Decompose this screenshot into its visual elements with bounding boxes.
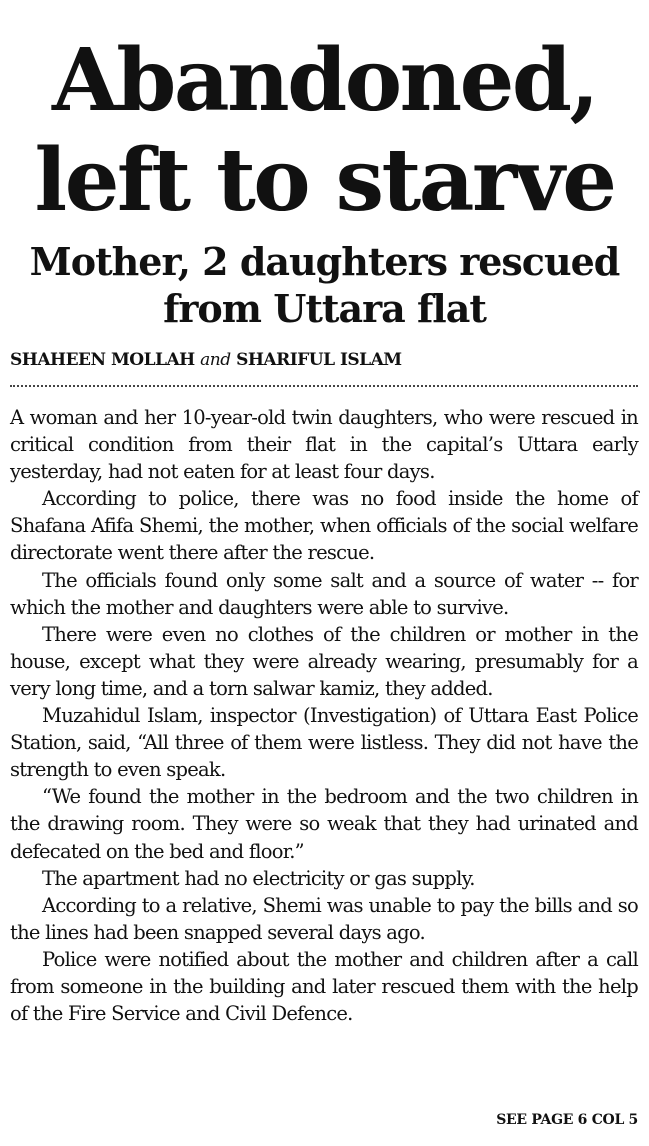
article-paragraph: “We found the mother in the bedroom and the two children in the drawing room. They were so weak that they had urinated and defecated on the bed and floor.” <box>10 785 638 863</box>
article-paragraph: There were even no clothes of the children or mother in the house, except what they were already wearing, presumably for a very long time, and a torn salwar kamiz, they added. <box>10 622 638 700</box>
byline-conjunction: and <box>200 350 231 370</box>
subheadline-line-2: from Uttara flat <box>163 286 486 331</box>
dotted-divider <box>10 385 638 387</box>
byline <box>10 350 402 370</box>
article-paragraph: Police were notified about the mother and children after a call from someone in the building and later rescued them with the help of the Fire Service and Civil Defence. <box>10 947 638 1026</box>
headline-line-1: Abandoned, <box>52 30 597 131</box>
byline-author-2: SHARIFUL ISLAM <box>236 350 402 370</box>
article-paragraph: A woman and her 10-year-old twin daughters, who were rescued in critical condition from their flat in the capital’s Uttara early yesterday, had not eaten for at least four days. <box>10 406 638 484</box>
byline-author-1: SHAHEEN MOLLAH <box>10 350 195 370</box>
article-paragraph: According to police, there was no food inside the home of Shafana Afifa Shemi, the mother, when officials of the social welfare directorate went there after the rescue. <box>10 487 638 565</box>
headline-line-2: left to starve <box>34 130 615 231</box>
article-paragraph: Muzahidul Islam, inspector (Investigation) of Uttara East Police Station, said, “All three of them were listless. They did not have the strength to even speak. <box>10 704 638 782</box>
article-paragraph: The officials found only some salt and a source of water -- for which the mother and daughters were able to survive. <box>10 568 638 619</box>
article-paragraph: According to a relative, Shemi was unable to pay the bills and so the lines had been snapped several days ago. <box>10 893 638 944</box>
subheadline-line-1: Mother, 2 daughters rescued <box>29 239 620 284</box>
article-paragraph: The apartment had no electricity or gas supply. <box>42 866 475 890</box>
article-body <box>10 404 638 1027</box>
continuation-jump-line: SEE PAGE 6 COL 5 <box>496 1112 638 1128</box>
